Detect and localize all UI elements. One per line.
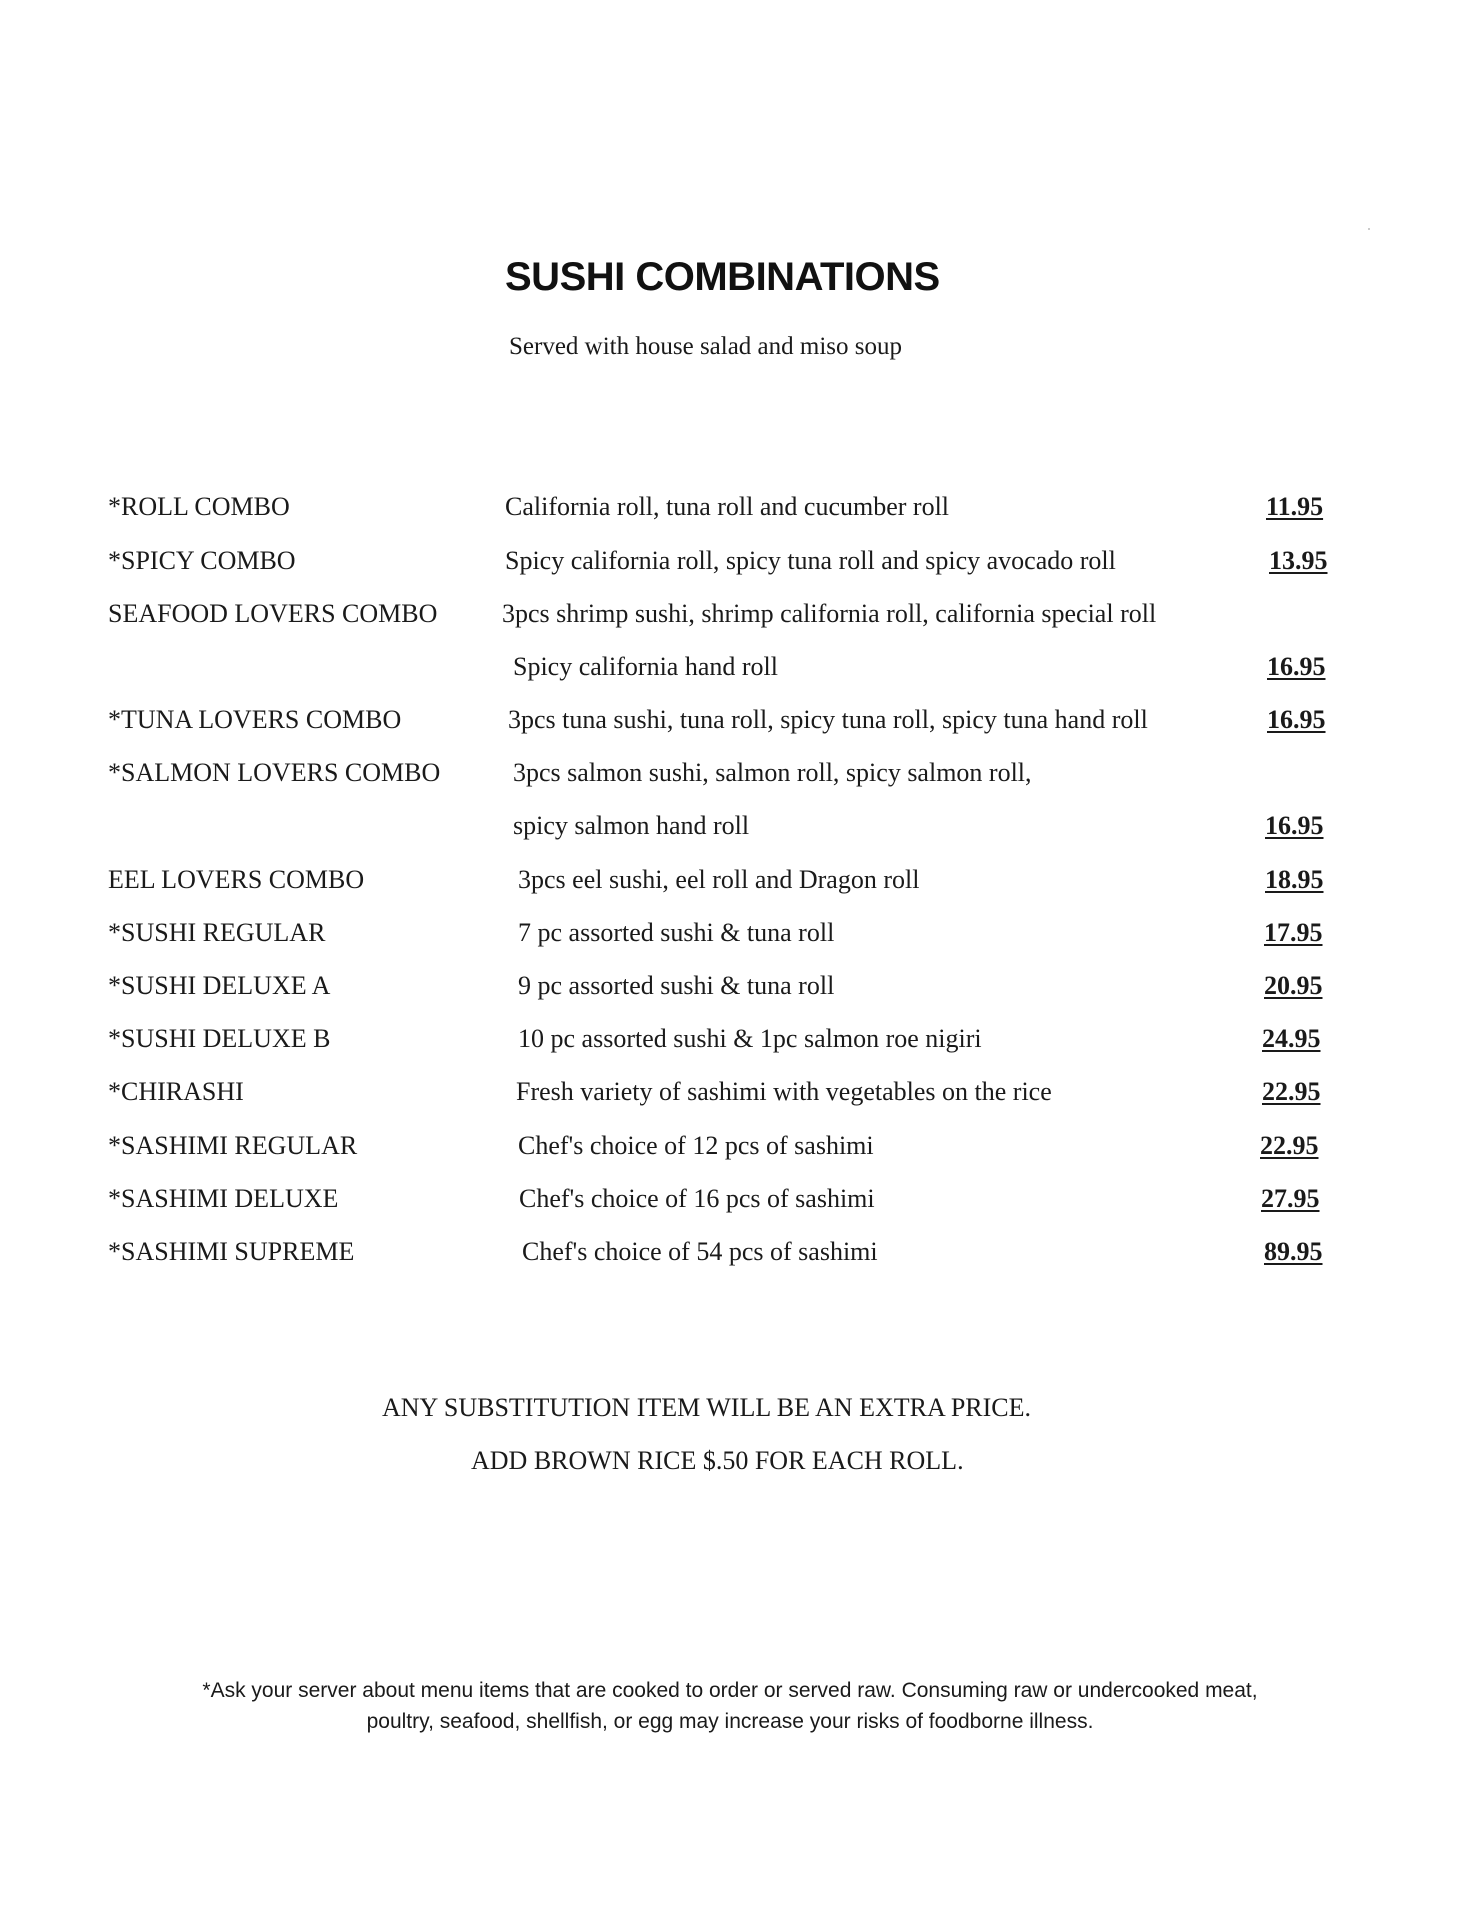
item-description: Chef's choice of 12 pcs of sashimi — [518, 1131, 874, 1160]
item-name: *TUNA LOVERS COMBO — [108, 705, 402, 734]
item-price: 18.95 — [1265, 865, 1324, 894]
item-description: California roll, tuna roll and cucumber roll — [505, 492, 950, 521]
item-description: 10 pc assorted sushi & 1pc salmon roe nigiri — [518, 1024, 982, 1053]
menu-row — [0, 1131, 1484, 1171]
menu-row — [0, 652, 1484, 692]
menu-row — [0, 1184, 1484, 1224]
item-description: 3pcs tuna sushi, tuna roll, spicy tuna roll, spicy tuna hand roll — [508, 705, 1148, 734]
item-name: *SALMON LOVERS COMBO — [108, 758, 441, 787]
item-description: 3pcs shrimp sushi, shrimp california roll, california special roll — [502, 599, 1157, 628]
menu-row — [0, 1077, 1484, 1117]
menu-row — [0, 918, 1484, 958]
menu-row — [0, 758, 1484, 798]
menu-row — [0, 1237, 1484, 1277]
item-price: 11.95 — [1266, 492, 1324, 521]
item-price: 27.95 — [1261, 1184, 1320, 1213]
item-price: 16.95 — [1267, 652, 1326, 681]
item-name: *SUSHI DELUXE B — [108, 1024, 331, 1053]
menu-row — [0, 865, 1484, 905]
item-name: *SASHIMI SUPREME — [108, 1237, 355, 1266]
item-name: SEAFOOD LOVERS COMBO — [108, 599, 438, 628]
item-description: 9 pc assorted sushi & tuna roll — [518, 971, 835, 1000]
item-price: 13.95 — [1269, 546, 1328, 575]
item-description: Fresh variety of sashimi with vegetables on the rice — [516, 1077, 1052, 1106]
item-name: *SUSHI DELUXE A — [108, 971, 331, 1000]
disclaimer-line-2: poultry, seafood, shellfish, or egg may increase your risks of foodborne illness. — [366, 1710, 1094, 1733]
item-price: 22.95 — [1262, 1077, 1321, 1106]
item-description: Chef's choice of 54 pcs of sashimi — [522, 1237, 878, 1266]
item-price: 16.95 — [1265, 811, 1324, 840]
item-description: 3pcs eel sushi, eel roll and Dragon roll — [518, 865, 920, 894]
item-description: Spicy california roll, spicy tuna roll and spicy avocado roll — [505, 546, 1116, 575]
item-price: 17.95 — [1264, 918, 1323, 947]
menu-row — [0, 599, 1484, 639]
page-subtitle: Served with house salad and miso soup — [509, 333, 903, 360]
item-description: Chef's choice of 16 pcs of sashimi — [519, 1184, 875, 1213]
brown-rice-note: ADD BROWN RICE $.50 FOR EACH ROLL. — [471, 1446, 964, 1475]
item-price: 22.95 — [1260, 1131, 1319, 1160]
item-description: Spicy california hand roll — [513, 652, 778, 681]
item-name: *SPICY COMBO — [108, 546, 296, 575]
disclaimer-line-1: *Ask your server about menu items that are cooked to order or served raw. Consuming raw or undercooked meat, — [202, 1679, 1258, 1702]
item-name: *SASHIMI REGULAR — [108, 1131, 358, 1160]
item-price: 16.95 — [1267, 705, 1326, 734]
menu-row — [0, 1024, 1484, 1064]
item-description: spicy salmon hand roll — [513, 811, 750, 840]
menu-row — [0, 971, 1484, 1011]
menu-row — [0, 546, 1484, 586]
substitution-note: ANY SUBSTITUTION ITEM WILL BE AN EXTRA PRICE. — [382, 1393, 1032, 1422]
menu-row — [0, 811, 1484, 851]
item-name: *SASHIMI DELUXE — [108, 1184, 339, 1213]
food-safety-disclaimer — [130, 1675, 1330, 1737]
item-price: 24.95 — [1262, 1024, 1321, 1053]
menu-row — [0, 492, 1484, 532]
item-name: *CHIRASHI — [108, 1077, 244, 1106]
item-description: 3pcs salmon sushi, salmon roll, spicy salmon roll, — [513, 758, 1032, 787]
item-description: 7 pc assorted sushi & tuna roll — [518, 918, 835, 947]
item-name: *SUSHI REGULAR — [108, 918, 326, 947]
menu-row — [0, 705, 1484, 745]
item-name: EEL LOVERS COMBO — [108, 865, 365, 894]
page-title: SUSHI COMBINATIONS — [505, 255, 940, 299]
item-name: *ROLL COMBO — [108, 492, 290, 521]
item-price: 20.95 — [1264, 971, 1323, 1000]
item-price: 89.95 — [1264, 1237, 1323, 1266]
